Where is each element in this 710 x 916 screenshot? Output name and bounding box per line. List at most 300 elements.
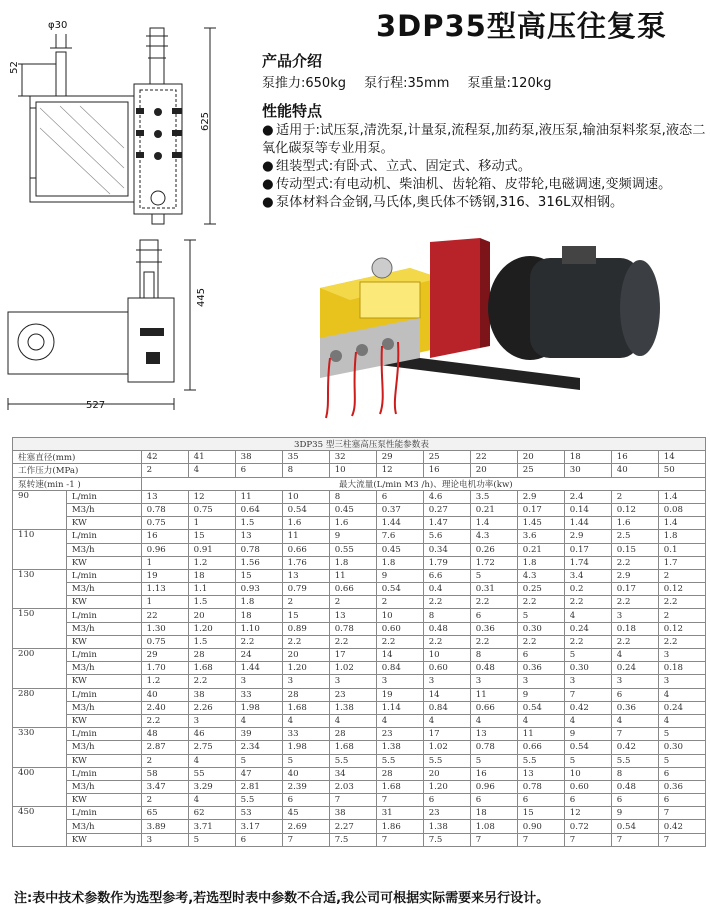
value-cell: 1.02 (423, 741, 470, 754)
speed-cell: 150 (13, 609, 67, 649)
value-cell: 4 (470, 714, 517, 727)
table-row (13, 741, 706, 754)
value-cell: 0.91 (188, 543, 235, 556)
table-row (13, 701, 706, 714)
value-cell: 2 (376, 596, 423, 609)
value-cell: 7 (329, 794, 376, 807)
value-cell: 0.34 (423, 543, 470, 556)
diameter-cell: 38 (235, 451, 282, 464)
value-cell: 0.17 (611, 583, 658, 596)
unit-cell: KW (66, 675, 141, 688)
value-cell: 2.5 (611, 530, 658, 543)
value-cell: 48 (141, 728, 188, 741)
value-cell: 11 (235, 490, 282, 503)
unit-cell: M3/h (66, 622, 141, 635)
table-row (13, 530, 706, 543)
value-cell: 1.98 (235, 701, 282, 714)
speed-header-row (13, 477, 706, 490)
value-cell: 4 (423, 714, 470, 727)
pressure-cell: 20 (470, 464, 517, 477)
unit-cell: M3/h (66, 741, 141, 754)
value-cell: 17 (423, 728, 470, 741)
value-cell: 2.2 (470, 635, 517, 648)
value-cell: 2.2 (611, 596, 658, 609)
table-row (13, 820, 706, 833)
value-cell: 12 (564, 807, 611, 820)
pressure-cell: 10 (329, 464, 376, 477)
feature-item: ● 适用于:试压泵,清洗泵,计量泵,流程泵,加药泵,液压泵,输油泵料浆泵,液态二氧化碳泵等专业用泵。 (262, 123, 706, 156)
value-cell: 0.17 (564, 543, 611, 556)
page-title: 3DP35型高压往复泵 (376, 9, 667, 43)
value-cell: 9 (329, 530, 376, 543)
value-cell: 1.4 (470, 517, 517, 530)
value-cell: 0.54 (282, 503, 329, 516)
value-cell: 9 (376, 569, 423, 582)
value-cell: 13 (141, 490, 188, 503)
unit-cell: KW (66, 556, 141, 569)
table-row (13, 556, 706, 569)
value-cell: 1.4 (658, 490, 705, 503)
spec-stroke: 泵行程:35mm (364, 76, 450, 91)
value-cell: 1 (141, 556, 188, 569)
unit-cell: KW (66, 517, 141, 530)
value-cell: 0.18 (658, 662, 705, 675)
value-cell: 14 (376, 649, 423, 662)
value-cell: 1.44 (564, 517, 611, 530)
unit-cell: M3/h (66, 780, 141, 793)
value-cell: 1.8 (235, 596, 282, 609)
value-cell: 1.02 (329, 662, 376, 675)
value-cell: 11 (329, 569, 376, 582)
value-cell: 6 (470, 609, 517, 622)
diameter-row (13, 451, 706, 464)
value-cell: 7 (611, 728, 658, 741)
value-cell: 0.14 (564, 503, 611, 516)
diameter-cell: 32 (329, 451, 376, 464)
value-cell: 2 (329, 596, 376, 609)
unit-cell: L/min (66, 688, 141, 701)
feature-item: ● 传动型式:有电动机、柴油机、齿轮箱、皮带轮,电磁调速,变频调速。 (262, 177, 672, 192)
bullet-icon: ● (262, 195, 274, 210)
value-cell: 5.6 (423, 530, 470, 543)
value-cell: 15 (188, 530, 235, 543)
value-cell: 4 (658, 714, 705, 727)
value-cell: 0.27 (423, 503, 470, 516)
value-cell: 1.30 (141, 622, 188, 635)
value-cell: 0.26 (470, 543, 517, 556)
value-cell: 1.8 (658, 530, 705, 543)
value-cell: 1.1 (188, 583, 235, 596)
value-cell: 3 (470, 675, 517, 688)
value-cell: 11 (517, 728, 564, 741)
value-cell: 2.27 (329, 820, 376, 833)
value-cell: 1.98 (282, 741, 329, 754)
pressure-cell: 25 (517, 464, 564, 477)
value-cell: 1.44 (376, 517, 423, 530)
value-cell: 3 (188, 714, 235, 727)
value-cell: 0.31 (470, 583, 517, 596)
value-cell: 2 (658, 569, 705, 582)
value-cell: 6 (658, 794, 705, 807)
unit-cell: M3/h (66, 820, 141, 833)
pressure-cell: 30 (564, 464, 611, 477)
value-cell: 0.48 (611, 780, 658, 793)
diameter-cell: 22 (470, 451, 517, 464)
unit-cell: KW (66, 596, 141, 609)
speed-cell: 110 (13, 530, 67, 570)
table-caption-row (13, 438, 706, 451)
value-cell: 3 (141, 833, 188, 846)
value-cell: 5.5 (376, 754, 423, 767)
table-row (13, 635, 706, 648)
value-cell: 18 (188, 569, 235, 582)
table-row (13, 609, 706, 622)
value-cell: 2 (282, 596, 329, 609)
value-cell: 7 (658, 833, 705, 846)
table-row (13, 490, 706, 503)
value-cell: 1.10 (235, 622, 282, 635)
speed-cell: 90 (13, 490, 67, 530)
value-cell: 0.79 (282, 583, 329, 596)
value-cell: 3.89 (141, 820, 188, 833)
table-row (13, 807, 706, 820)
pressure-row (13, 464, 706, 477)
value-cell: 0.08 (658, 503, 705, 516)
unit-cell: M3/h (66, 701, 141, 714)
value-cell: 4 (611, 714, 658, 727)
value-cell: 1.70 (141, 662, 188, 675)
table-body (13, 438, 706, 847)
speed-cell: 400 (13, 767, 67, 807)
value-cell: 10 (376, 609, 423, 622)
pump-front-drawing (0, 18, 258, 230)
value-cell: 0.1 (658, 543, 705, 556)
value-cell: 28 (329, 728, 376, 741)
value-cell: 1.6 (282, 517, 329, 530)
diameter-cell: 42 (141, 451, 188, 464)
value-cell: 34 (329, 767, 376, 780)
value-cell: 16 (470, 767, 517, 780)
value-cell: 2.2 (611, 635, 658, 648)
value-cell: 2.87 (141, 741, 188, 754)
diameter-label: 柱塞直径(mm) (13, 451, 142, 464)
value-cell: 0.54 (611, 820, 658, 833)
value-cell: 0.21 (470, 503, 517, 516)
value-cell: 6 (611, 688, 658, 701)
value-cell: 7 (564, 688, 611, 701)
table-row (13, 675, 706, 688)
value-cell: 9 (611, 807, 658, 820)
pressure-cell: 8 (282, 464, 329, 477)
value-cell: 2 (611, 490, 658, 503)
value-cell: 2.81 (235, 780, 282, 793)
value-cell: 2 (141, 754, 188, 767)
pressure-cell: 12 (376, 464, 423, 477)
features-list (262, 122, 706, 212)
value-cell: 1.68 (188, 662, 235, 675)
value-cell: 5 (235, 754, 282, 767)
value-cell: 13 (470, 728, 517, 741)
value-cell: 0.12 (658, 622, 705, 635)
value-cell: 5.5 (517, 754, 564, 767)
value-cell: 2.9 (564, 530, 611, 543)
value-cell: 4.3 (517, 569, 564, 582)
value-cell: 3.17 (235, 820, 282, 833)
unit-cell: M3/h (66, 662, 141, 675)
value-cell: 5 (564, 754, 611, 767)
value-cell: 0.37 (376, 503, 423, 516)
value-cell: 2.39 (282, 780, 329, 793)
table-row (13, 583, 706, 596)
value-cell: 5.5 (423, 754, 470, 767)
value-cell: 3 (658, 649, 705, 662)
value-cell: 2.2 (564, 596, 611, 609)
value-cell: 2.2 (611, 556, 658, 569)
value-cell: 58 (141, 767, 188, 780)
value-cell: 1.5 (188, 596, 235, 609)
value-cell: 15 (282, 609, 329, 622)
bullet-icon: ● (262, 123, 274, 138)
table-caption: 3DP35 型三柱塞高压泵性能参数表 (13, 438, 706, 451)
value-cell: 4 (517, 714, 564, 727)
value-cell: 2.75 (188, 741, 235, 754)
value-cell: 53 (235, 807, 282, 820)
value-cell: 11 (282, 530, 329, 543)
value-cell: 3 (376, 675, 423, 688)
value-cell: 2.2 (329, 635, 376, 648)
value-cell: 12 (188, 490, 235, 503)
value-cell: 6 (658, 767, 705, 780)
pressure-cell: 6 (235, 464, 282, 477)
value-cell: 39 (235, 728, 282, 741)
value-cell: 1.14 (376, 701, 423, 714)
value-cell: 2.34 (235, 741, 282, 754)
unit-cell: L/min (66, 728, 141, 741)
value-cell: 5 (517, 609, 564, 622)
value-cell: 2.69 (282, 820, 329, 833)
value-cell: 3.47 (141, 780, 188, 793)
value-cell: 0.24 (611, 662, 658, 675)
speed-cell: 200 (13, 649, 67, 689)
dim-height-label: 625 (200, 111, 212, 132)
value-cell: 1.8 (517, 556, 564, 569)
value-cell: 1.2 (188, 556, 235, 569)
value-cell: 0.45 (329, 503, 376, 516)
dim-side-height-label: 445 (196, 287, 208, 308)
value-cell: 4 (611, 649, 658, 662)
value-cell: 1.68 (329, 741, 376, 754)
bullet-icon: ● (262, 159, 274, 174)
value-cell: 6 (611, 794, 658, 807)
value-cell: 0.60 (564, 780, 611, 793)
value-cell: 0.78 (470, 741, 517, 754)
value-cell: 5 (658, 754, 705, 767)
value-cell: 62 (188, 807, 235, 820)
value-cell: 0.48 (470, 662, 517, 675)
value-cell: 3 (611, 675, 658, 688)
value-cell: 1.44 (235, 662, 282, 675)
dim-side-width-label: 527 (86, 400, 106, 411)
value-cell: 0.54 (376, 583, 423, 596)
value-cell: 6 (235, 833, 282, 846)
value-cell: 2.2 (658, 635, 705, 648)
value-cell: 4 (658, 688, 705, 701)
value-cell: 1.2 (141, 675, 188, 688)
value-cell: 0.78 (329, 622, 376, 635)
value-cell: 0.60 (376, 622, 423, 635)
value-cell: 0.89 (282, 622, 329, 635)
value-cell: 0.4 (423, 583, 470, 596)
value-cell: 7 (376, 794, 423, 807)
value-cell: 13 (235, 530, 282, 543)
value-cell: 0.96 (141, 543, 188, 556)
value-cell: 0.78 (141, 503, 188, 516)
value-cell: 6 (423, 794, 470, 807)
value-cell: 0.78 (235, 543, 282, 556)
value-cell: 3.5 (470, 490, 517, 503)
value-cell: 10 (282, 490, 329, 503)
unit-cell: M3/h (66, 543, 141, 556)
speed-cell: 330 (13, 728, 67, 768)
value-cell: 38 (329, 807, 376, 820)
table-row (13, 688, 706, 701)
value-cell: 4 (282, 714, 329, 727)
value-cell: 2.2 (423, 596, 470, 609)
unit-cell: L/min (66, 569, 141, 582)
value-cell: 0.54 (564, 741, 611, 754)
table-row (13, 754, 706, 767)
value-cell: 40 (282, 767, 329, 780)
value-cell: 3 (329, 675, 376, 688)
value-cell: 1.38 (423, 820, 470, 833)
value-cell: 3 (423, 675, 470, 688)
pressure-label: 工作压力(MPa) (13, 464, 142, 477)
value-cell: 13 (282, 569, 329, 582)
value-cell: 16 (141, 530, 188, 543)
value-cell: 1.8 (329, 556, 376, 569)
value-cell: 1.6 (611, 517, 658, 530)
unit-cell: L/min (66, 609, 141, 622)
diameter-cell: 41 (188, 451, 235, 464)
value-cell: 0.78 (517, 780, 564, 793)
value-cell: 5 (658, 728, 705, 741)
value-cell: 5 (282, 754, 329, 767)
value-cell: 0.54 (517, 701, 564, 714)
spec-line (262, 72, 566, 91)
diameter-cell: 20 (517, 451, 564, 464)
value-cell: 2.2 (564, 635, 611, 648)
value-cell: 0.75 (141, 635, 188, 648)
value-cell: 0.64 (235, 503, 282, 516)
value-cell: 3.29 (188, 780, 235, 793)
value-cell: 5 (470, 569, 517, 582)
value-cell: 0.36 (611, 701, 658, 714)
table-row (13, 780, 706, 793)
value-cell: 0.30 (658, 741, 705, 754)
value-cell: 0.2 (564, 583, 611, 596)
table-row (13, 833, 706, 846)
value-cell: 20 (282, 649, 329, 662)
value-cell: 5 (188, 833, 235, 846)
value-cell: 0.36 (517, 662, 564, 675)
value-cell: 0.12 (658, 583, 705, 596)
value-cell: 1.38 (329, 701, 376, 714)
intro-heading: 产品介绍 (262, 52, 323, 70)
value-cell: 0.17 (517, 503, 564, 516)
value-cell: 2 (658, 609, 705, 622)
speed-cell: 450 (13, 807, 67, 847)
value-cell: 1.56 (235, 556, 282, 569)
value-cell: 2 (141, 794, 188, 807)
value-cell: 14 (423, 688, 470, 701)
value-cell: 3 (282, 675, 329, 688)
unit-cell: L/min (66, 649, 141, 662)
value-cell: 47 (235, 767, 282, 780)
value-cell: 8 (329, 490, 376, 503)
value-cell: 3 (564, 675, 611, 688)
value-cell: 15 (235, 569, 282, 582)
pump-photo (300, 228, 705, 433)
value-cell: 10 (423, 649, 470, 662)
value-cell: 5.5 (611, 754, 658, 767)
value-cell: 1 (188, 517, 235, 530)
value-cell: 4.6 (423, 490, 470, 503)
value-cell: 4 (188, 794, 235, 807)
value-cell: 3.6 (517, 530, 564, 543)
value-cell: 0.84 (376, 662, 423, 675)
value-cell: 2.2 (423, 635, 470, 648)
value-cell: 0.12 (611, 503, 658, 516)
speed-label: 泵转速(min -1 ) (13, 477, 142, 490)
unit-cell: KW (66, 635, 141, 648)
unit-cell: L/min (66, 530, 141, 543)
value-cell: 1.79 (423, 556, 470, 569)
value-cell: 7.5 (329, 833, 376, 846)
diameter-cell: 16 (611, 451, 658, 464)
value-cell: 1.5 (188, 635, 235, 648)
value-cell: 3 (517, 675, 564, 688)
value-cell: 2.2 (517, 596, 564, 609)
value-cell: 0.30 (564, 662, 611, 675)
value-cell: 9 (564, 728, 611, 741)
value-cell: 55 (188, 767, 235, 780)
value-cell: 0.66 (517, 741, 564, 754)
value-cell: 3 (658, 675, 705, 688)
value-cell: 29 (141, 649, 188, 662)
unit-cell: M3/h (66, 503, 141, 516)
table-row (13, 662, 706, 675)
value-cell: 1.20 (423, 780, 470, 793)
value-cell: 13 (517, 767, 564, 780)
value-cell: 7 (564, 833, 611, 846)
value-cell: 2.2 (376, 635, 423, 648)
value-cell: 18 (470, 807, 517, 820)
value-cell: 1.72 (470, 556, 517, 569)
value-cell: 4 (329, 714, 376, 727)
spec-thrust: 泵推力:650kg (262, 76, 346, 91)
value-cell: 6 (517, 649, 564, 662)
pressure-cell: 4 (188, 464, 235, 477)
value-cell: 0.45 (376, 543, 423, 556)
value-cell: 0.96 (470, 780, 517, 793)
value-cell: 2.2 (658, 596, 705, 609)
spec-weight: 泵重量:120kg (467, 76, 552, 91)
dim-left-label: 52 (8, 61, 20, 74)
value-cell: 6 (376, 490, 423, 503)
value-cell: 23 (423, 807, 470, 820)
value-cell: 2.2 (235, 635, 282, 648)
value-cell: 3 (235, 675, 282, 688)
